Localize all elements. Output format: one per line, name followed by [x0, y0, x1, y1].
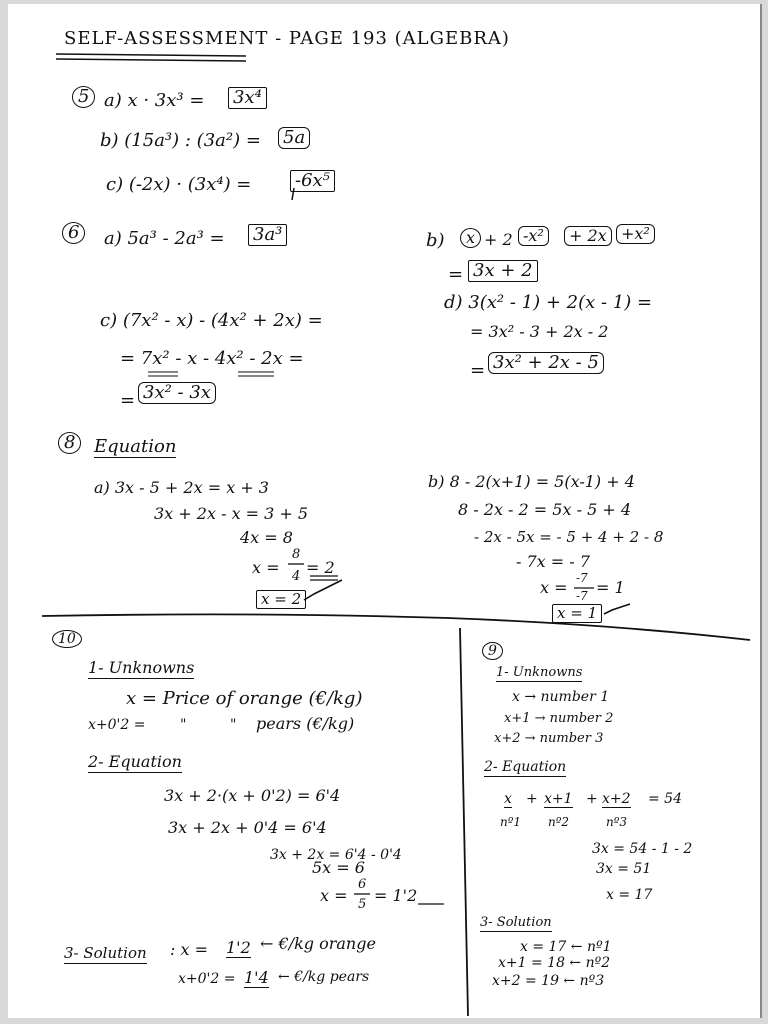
ex8-b-line-5-pre: x = — [540, 578, 568, 597]
ex8-b-line-3: - 2x - 5x = - 5 + 4 + 2 - 8 — [474, 528, 664, 546]
ex5-a-expression: a) x · 3x³ = — [104, 90, 205, 111]
ex8-b-fraction-denominator: -7 — [576, 589, 588, 603]
ex8-a-line-2: 3x + 2x - x = 3 + 5 — [154, 504, 309, 523]
ex9-equation-line-4: x = 17 — [606, 887, 653, 903]
ex9-solution-line-3: x+2 = 19 ← nº3 — [492, 973, 605, 989]
ex5-b-answer: 5a — [278, 127, 310, 149]
ex10-equation-line-1: 3x + 2·(x + 0'2) = 6'4 — [164, 786, 341, 805]
ex9-label-number-2: nº2 — [548, 815, 570, 829]
ex9-solution-line-2: x+1 = 18 ← nº2 — [498, 955, 611, 971]
ex6-c-step: = 7x² - x - 4x² - 2x = — [120, 348, 304, 369]
exercise-number-8: 8 — [58, 432, 81, 454]
ex8-b-line-2: 8 - 2x - 2 = 5x - 5 + 4 — [458, 500, 632, 519]
ex10-unknowns-title-text: 1- Unknowns — [88, 658, 195, 677]
ex10-solution-line-2-post: ← €/kg pears — [278, 969, 370, 985]
ex6-c-like-terms-underlines — [148, 372, 274, 376]
ex10-solution-line-2-value: 1'4 — [244, 968, 269, 987]
ex9-equation-plus-1: + — [526, 791, 538, 807]
ex6-a-answer: 3a³ — [248, 224, 287, 246]
worksheet-page — [8, 4, 762, 1018]
ex9-equation-plus-2: + — [586, 791, 598, 807]
ex6-d-equals: = — [470, 360, 486, 381]
ex9-equation-term-1: x — [504, 791, 512, 807]
ex5-c-answer: -6x⁵ — [290, 170, 335, 192]
ex6-c-expression: c) (7x² - x) - (4x² + 2x) = — [100, 310, 323, 331]
ex6-c-equals: = — [120, 390, 136, 411]
ex6-b-equals: = — [448, 264, 464, 285]
ex9-unknowns-line-2: x+1 → number 2 — [504, 711, 614, 726]
ex8-a-checkmark — [304, 580, 342, 600]
horizontal-divider — [42, 614, 750, 640]
ex6-d-answer: 3x² + 2x - 5 — [488, 352, 604, 374]
ex5-b-expression: b) (15a³) : (3a²) = — [100, 130, 261, 151]
ex6-b-term-1: x — [460, 228, 481, 248]
ex10-ditto-mark-2: " — [230, 717, 237, 733]
ex10-unknowns-line-2-left: x+0'2 = — [88, 717, 146, 733]
ex8-b-line-5-post: = 1 — [596, 578, 625, 597]
ex8-a-double-underline — [310, 576, 338, 580]
ex10-fraction-denominator: 5 — [358, 897, 367, 912]
ex10-ditto-mark-1: " — [180, 717, 187, 733]
ex10-equation-line-3: 3x + 2x = 6'4 - 0'4 — [270, 847, 402, 863]
ex9-equation-term-2: x+1 — [544, 791, 573, 807]
ex8-a-line-1: a) 3x - 5 + 2x = x + 3 — [94, 478, 269, 497]
ex10-equation-title-text: 2- Equation — [88, 752, 182, 771]
ex9-unknowns-line-1: x → number 1 — [512, 689, 610, 705]
ex6-b-term-3: -x² — [518, 226, 549, 246]
ex9-equation-title-text: 2- Equation — [484, 759, 567, 775]
ex8-a-line-3: 4x = 8 — [240, 528, 293, 547]
ex10-solution-title-text: 3- Solution — [64, 944, 147, 962]
ex10-solution-line-2-pre: x+0'2 = — [178, 971, 236, 987]
ex10-unknowns-line-2-right: pears (€/kg) — [256, 714, 355, 733]
ex8-b-answer: x = 1 — [552, 604, 602, 623]
ex10-equation-line-2: 3x + 2x + 0'4 = 6'4 — [168, 818, 327, 837]
ex9-unknowns-title-text: 1- Unknowns — [496, 665, 583, 680]
ex10-unknowns-line-1: x = Price of orange (€/kg) — [126, 688, 363, 709]
ex8-title: Equation — [94, 436, 177, 457]
ex6-b-term-2: + 2 — [484, 230, 513, 249]
ex10-fraction-numerator: 6 — [358, 877, 367, 892]
ex9-label-number-3: nº3 — [606, 815, 628, 829]
ex10-equation-line-5-post: = 1'2 — [374, 886, 418, 905]
pen-strokes — [8, 4, 760, 1018]
ex10-equation-line-4: 5x = 6 — [312, 858, 365, 877]
ex5-a-answer: 3x⁴ — [228, 87, 267, 109]
ex10-equation-line-5-pre: x = — [320, 886, 348, 905]
ex9-equation-line-3: 3x = 51 — [596, 861, 652, 877]
page-title: SELF-ASSESSMENT - PAGE 193 (ALGEBRA) — [64, 28, 510, 49]
ex8-a-fraction-numerator: 8 — [292, 547, 301, 562]
ex9-solution-line-1: x = 17 ← nº1 — [520, 939, 612, 955]
ex9-unknowns-line-3: x+2 → number 3 — [494, 731, 604, 746]
ex6-d-expression: d) 3(x² - 1) + 2(x - 1) = — [444, 292, 653, 313]
ex5-c-expression: c) (-2x) · (3x⁴) = — [106, 174, 252, 195]
ex10-solution-line-1-post: ← €/kg orange — [260, 934, 376, 953]
ex6-b-answer: 3x + 2 — [468, 260, 538, 282]
ex6-c-answer: 3x² - 3x — [138, 382, 216, 404]
ex10-solution-line-1-pre: : x = — [170, 940, 208, 959]
ex9-solution-title-text: 3- Solution — [480, 915, 552, 930]
ex9-equation-term-3: x+2 — [602, 791, 631, 807]
ex8-a-answer: x = 2 — [256, 590, 306, 609]
ex6-a-expression: a) 5a³ - 2a³ = — [104, 228, 225, 249]
exercise-number-6: 6 — [62, 222, 85, 244]
ex8-b-line-1: b) 8 - 2(x+1) = 5(x-1) + 4 — [428, 472, 635, 491]
ex6-b-label: b) — [426, 230, 445, 251]
ex9-equation-line-2: 3x = 54 - 1 - 2 — [592, 841, 693, 857]
ex6-d-step: = 3x² - 3 + 2x - 2 — [470, 322, 609, 341]
ex8-a-line-4-post: = 2 — [306, 558, 335, 577]
ex10-solution-line-1-value: 1'2 — [226, 938, 251, 957]
ex8-b-checkmark — [604, 604, 630, 614]
ex8-a-line-4-pre: x = — [252, 558, 280, 577]
title-underline-1 — [56, 54, 246, 56]
vertical-divider — [460, 628, 468, 1016]
exercise-number-9: 9 — [482, 642, 503, 660]
ex6-b-term-4: + 2x — [564, 226, 612, 246]
exercise-number-10: 10 — [52, 630, 82, 648]
ex9-label-number-1: nº1 — [500, 815, 522, 829]
ex8-a-fraction-denominator: 4 — [292, 569, 301, 584]
title-underline-2 — [56, 59, 246, 61]
ex6-b-term-5: +x² — [616, 224, 655, 244]
ex8-b-line-4: - 7x = - 7 — [516, 552, 590, 571]
exercise-number-5: 5 — [72, 86, 95, 108]
ex9-equation-result: = 54 — [648, 791, 682, 807]
ex5-c-tick — [292, 188, 294, 200]
ex8-b-fraction-numerator: -7 — [576, 571, 588, 585]
